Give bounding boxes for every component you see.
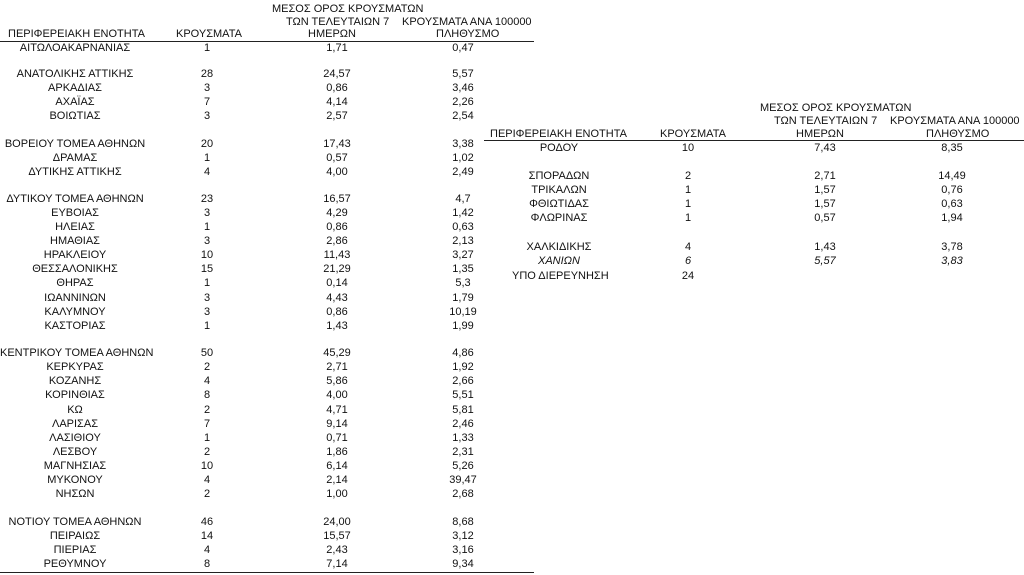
cell-region: ΗΡΑΚΛΕΙΟΥ	[43, 249, 107, 261]
header-region: ΠΕΡΙΦΕΡΕΙΑΚΗ ΕΝΟΤΗΤΑ	[490, 128, 627, 140]
cell-cases: 7	[203, 418, 211, 430]
cell-cases: 3	[203, 306, 211, 318]
header-per100k-line2: ΠΛΗΘΥΣΜΟ	[926, 128, 990, 140]
cell-cases: 20	[200, 138, 214, 150]
cell-region: ΛΑΣΙΘΙΟΥ	[49, 432, 101, 444]
cell-cases: 7	[203, 96, 211, 108]
table-row	[484, 255, 1024, 268]
cell-region: ΜΥΚΟΝΟΥ	[47, 474, 103, 486]
cell-cases: 4	[203, 375, 211, 387]
cell-region: ΑΝΑΤΟΛΙΚΗΣ ΑΤΤΙΚΗΣ	[16, 68, 134, 80]
table-row	[0, 221, 534, 234]
cell-per100k: 2,49	[452, 166, 474, 178]
cell-avg7: 24,57	[323, 68, 351, 80]
cell-region: ΜΑΓΝΗΣΙΑΣ	[43, 460, 107, 472]
cell-avg7: 7,14	[326, 558, 348, 570]
table-row	[484, 241, 1024, 254]
cell-region: ΑΧΑΪΑΣ	[55, 96, 95, 108]
table-row	[0, 249, 534, 262]
cell-per100k: 0,63	[452, 221, 474, 233]
cell-region: ΤΡΙΚΑΛΩΝ	[531, 184, 587, 196]
cell-per100k: 1,92	[452, 361, 474, 373]
cell-cases: 2	[203, 361, 211, 373]
cell-region: ΔΡΑΜΑΣ	[52, 152, 98, 164]
table-row	[0, 558, 534, 571]
cell-avg7: 24,00	[323, 516, 351, 528]
right-table-header	[484, 100, 1024, 141]
cell-avg7: 0,86	[326, 82, 348, 94]
table-row	[0, 306, 534, 319]
cell-per100k: 2,26	[452, 96, 474, 108]
cell-region: ΦΛΩΡΙΝΑΣ	[530, 212, 588, 224]
cell-avg7: 11,43	[323, 249, 351, 261]
cell-per100k: 2,66	[452, 375, 474, 387]
cell-avg7: 21,29	[323, 263, 351, 275]
cell-per100k: 9,34	[452, 558, 474, 570]
table-row	[0, 375, 534, 388]
cell-cases: 10	[681, 142, 695, 154]
cell-avg7: 0,71	[326, 432, 348, 444]
cell-per100k: 5,51	[452, 389, 474, 401]
cell-per100k: 5,3	[455, 277, 471, 289]
cell-avg7: 5,86	[326, 375, 348, 387]
header-avg7-line1: ΜΕΣΟΣ ΟΡΟΣ ΚΡΟΥΣΜΑΤΩΝ	[760, 102, 912, 114]
table-row	[0, 432, 534, 445]
header-avg7-line1: ΜΕΣΟΣ ΟΡΟΣ ΚΡΟΥΣΜΑΤΩΝ	[272, 3, 424, 15]
cell-region: ΣΠΟΡΑΔΩΝ	[528, 170, 590, 182]
cell-per100k: 5,57	[452, 68, 474, 80]
cell-region: ΚΟΡΙΝΘΙΑΣ	[45, 389, 105, 401]
cell-per100k: 4,7	[455, 193, 471, 205]
cell-per100k: 4,86	[452, 347, 474, 359]
cell-per100k: 8,35	[941, 142, 963, 154]
table-row	[0, 42, 534, 55]
cell-region: ΒΟΡΕΙΟΥ ΤΟΜΕΑ ΑΘΗΝΩΝ	[4, 138, 146, 150]
table-row	[0, 446, 534, 459]
table-row	[484, 170, 1024, 183]
cell-per100k: 5,26	[452, 460, 474, 472]
cell-cases: 4	[684, 241, 692, 253]
table-row	[0, 110, 534, 123]
cell-cases: 1	[203, 432, 211, 444]
header-per100k-line1: ΚΡΟΥΣΜΑΤΑ ΑΝΑ 100000	[890, 115, 1020, 127]
cell-region: ΝΗΣΩΝ	[55, 488, 95, 500]
header-cases: ΚΡΟΥΣΜΑΤΑ	[660, 128, 726, 140]
table-row	[0, 138, 534, 151]
cell-per100k: 3,12	[452, 530, 474, 542]
cell-avg7: 1,43	[814, 241, 836, 253]
cell-avg7: 2,57	[326, 110, 348, 122]
cell-per100k: 3,46	[452, 82, 474, 94]
table-row	[0, 68, 534, 81]
cell-cases: 14	[200, 530, 214, 542]
header-per100k-line1: ΚΡΟΥΣΜΑΤΑ ΑΝΑ 100000	[402, 16, 532, 28]
cell-per100k: 3,16	[452, 544, 474, 556]
cell-avg7: 1,00	[326, 488, 348, 500]
table-row	[0, 193, 534, 206]
cell-avg7: 4,14	[326, 96, 348, 108]
table-row	[0, 347, 534, 360]
cell-per100k: 14,49	[938, 170, 966, 182]
table-row	[0, 263, 534, 276]
cell-region: ΚΕΡΚΥΡΑΣ	[46, 361, 104, 373]
table-row	[0, 96, 534, 109]
cell-region: ΚΑΣΤΟΡΙΑΣ	[44, 320, 106, 332]
cell-cases: 6	[684, 255, 692, 267]
cell-region: ΠΕΙΡΑΙΩΣ	[49, 530, 101, 542]
cell-cases: 3	[203, 82, 211, 94]
cell-avg7: 6,14	[326, 460, 348, 472]
table-row	[484, 142, 1024, 155]
cell-per100k: 1,35	[452, 263, 474, 275]
cell-per100k: 2,31	[452, 446, 474, 458]
cell-per100k: 1,42	[452, 207, 474, 219]
cell-cases: 50	[200, 347, 214, 359]
cell-avg7: 15,57	[323, 530, 351, 542]
cell-region: ΚΟΖΑΝΗΣ	[48, 375, 102, 387]
header-avg7-line3: ΗΜΕΡΩΝ	[308, 28, 356, 40]
table-row	[0, 207, 534, 220]
cell-avg7: 17,43	[323, 138, 351, 150]
cell-per100k: 3,83	[941, 255, 963, 267]
cell-per100k: 0,47	[452, 42, 474, 54]
cell-per100k: 1,33	[452, 432, 474, 444]
cell-cases: 4	[203, 166, 211, 178]
cell-cases: 1	[203, 320, 211, 332]
header-avg7-line3: ΗΜΕΡΩΝ	[796, 128, 844, 140]
cell-cases: 3	[203, 207, 211, 219]
cell-cases: 46	[200, 516, 214, 528]
cell-avg7: 4,43	[326, 292, 348, 304]
cell-cases: 3	[203, 110, 211, 122]
cell-cases: 2	[203, 404, 211, 416]
cell-region: ΙΩΑΝΝΙΝΩΝ	[44, 292, 106, 304]
cell-cases: 3	[203, 292, 211, 304]
table-row	[0, 292, 534, 305]
cell-avg7: 2,43	[326, 544, 348, 556]
cell-cases: 23	[200, 193, 214, 205]
cell-avg7: 5,57	[814, 255, 836, 267]
cell-per100k: 10,19	[449, 306, 477, 318]
cell-cases: 2	[684, 170, 692, 182]
table-row	[0, 235, 534, 248]
cell-region: ΦΘΙΩΤΙΔΑΣ	[529, 198, 589, 210]
cell-cases: 1	[203, 152, 211, 164]
cell-avg7: 2,14	[326, 474, 348, 486]
cell-region: ΗΜΑΘΙΑΣ	[50, 235, 100, 247]
cell-per100k: 1,79	[452, 292, 474, 304]
cell-region: ΒΟΙΩΤΙΑΣ	[49, 110, 101, 122]
table-row	[0, 152, 534, 165]
cell-region: ΔΥΤΙΚΟΥ ΤΟΜΕΑ ΑΘΗΝΩΝ	[6, 193, 144, 205]
table-row	[0, 544, 534, 557]
cell-region: ΘΕΣΣΑΛΟΝΙΚΗΣ	[32, 263, 118, 275]
table-row	[484, 198, 1024, 211]
header-avg7-line2: ΤΩΝ ΤΕΛΕΥΤΑΙΩΝ 7	[774, 115, 878, 127]
cell-region: ΘΗΡΑΣ	[56, 277, 94, 289]
table-row	[0, 404, 534, 417]
cell-region: ΥΠΟ ΔΙΕΡΕΥΝΗΣΗ	[512, 270, 609, 282]
cell-cases: 8	[203, 389, 211, 401]
table-row	[484, 212, 1024, 225]
table-row	[0, 166, 534, 179]
table-row	[0, 361, 534, 374]
cell-per100k: 3,38	[452, 138, 474, 150]
cell-region: ΚΑΛΥΜΝΟΥ	[44, 306, 106, 318]
left-table-header	[0, 0, 534, 42]
left-table-bottom-rule	[0, 572, 534, 573]
cell-cases: 1	[684, 212, 692, 224]
header-per100k-line2: ΠΛΗΘΥΣΜΟ	[436, 28, 500, 40]
cell-avg7: 9,14	[326, 418, 348, 430]
cell-cases: 1	[203, 221, 211, 233]
cell-region: ΡΟΔΟΥ	[539, 142, 579, 154]
cell-region: ΠΙΕΡΙΑΣ	[53, 544, 97, 556]
cell-per100k: 1,94	[941, 212, 963, 224]
cell-cases: 8	[203, 558, 211, 570]
cell-region: ΔΥΤΙΚΗΣ ΑΤΤΙΚΗΣ	[28, 166, 122, 178]
cell-per100k: 1,02	[452, 152, 474, 164]
cell-avg7: 4,71	[326, 404, 348, 416]
cell-avg7: 45,29	[323, 347, 351, 359]
table-row	[0, 389, 534, 402]
cell-avg7: 4,29	[326, 207, 348, 219]
cell-region: ΧΑΛΚΙΔΙΚΗΣ	[526, 241, 592, 253]
cell-cases: 1	[203, 42, 211, 54]
cell-cases: 10	[200, 249, 214, 261]
cell-region: ΚΕΝΤΡΙΚΟΥ ΤΟΜΕΑ ΑΘΗΝΩΝ	[0, 347, 154, 359]
cell-cases: 4	[203, 474, 211, 486]
table-row	[0, 82, 534, 95]
table-row	[484, 184, 1024, 197]
cell-avg7: 4,00	[326, 389, 348, 401]
header-avg7-line2: ΤΩΝ ΤΕΛΕΥΤΑΙΩΝ 7	[286, 16, 390, 28]
cell-region: ΝΟΤΙΟΥ ΤΟΜΕΑ ΑΘΗΝΩΝ	[8, 516, 142, 528]
cell-avg7: 2,71	[326, 361, 348, 373]
cell-cases: 2	[203, 446, 211, 458]
cell-region: ΛΕΣΒΟΥ	[52, 446, 98, 458]
cell-avg7: 1,43	[326, 320, 348, 332]
table-row	[0, 277, 534, 290]
cell-cases: 28	[200, 68, 214, 80]
cell-cases: 24	[681, 270, 695, 282]
cell-avg7: 0,86	[326, 221, 348, 233]
cell-per100k: 2,68	[452, 488, 474, 500]
table-row	[0, 418, 534, 431]
cell-per100k: 2,13	[452, 235, 474, 247]
table-row	[0, 516, 534, 529]
cell-avg7: 0,57	[814, 212, 836, 224]
cell-avg7: 16,57	[323, 193, 351, 205]
cell-avg7: 0,14	[326, 277, 348, 289]
cell-avg7: 1,71	[326, 42, 348, 54]
cell-cases: 10	[200, 460, 214, 472]
cell-avg7: 1,86	[326, 446, 348, 458]
cell-avg7: 2,86	[326, 235, 348, 247]
cell-per100k: 0,63	[941, 198, 963, 210]
cell-per100k: 1,99	[452, 320, 474, 332]
cell-region: ΑΙΤΩΛΟΑΚΑΡΝΑΝΙΑΣ	[19, 42, 131, 54]
cell-region: ΧΑΝΙΩΝ	[538, 255, 580, 267]
cell-avg7: 4,00	[326, 166, 348, 178]
table-row	[0, 530, 534, 543]
cell-per100k: 5,81	[452, 404, 474, 416]
cell-region: ΑΡΚΑΔΙΑΣ	[48, 82, 102, 94]
cell-cases: 1	[203, 277, 211, 289]
cell-avg7: 1,57	[814, 198, 836, 210]
cell-region: ΚΩ	[67, 404, 83, 416]
table-row	[0, 488, 534, 501]
cell-cases: 3	[203, 235, 211, 247]
cell-cases: 4	[203, 544, 211, 556]
cell-region: ΕΥΒΟΙΑΣ	[51, 207, 99, 219]
cell-avg7: 2,71	[814, 170, 836, 182]
cell-per100k: 2,54	[452, 110, 474, 122]
header-region: ΠΕΡΙΦΕΡΕΙΑΚΗ ΕΝΟΤΗΤΑ	[8, 28, 145, 40]
cell-avg7: 1,57	[814, 184, 836, 196]
cell-cases: 1	[684, 198, 692, 210]
cell-per100k: 0,76	[941, 184, 963, 196]
cell-region: ΡΕΘΥΜΝΟΥ	[43, 558, 107, 570]
cell-per100k: 8,68	[452, 516, 474, 528]
cell-region: ΛΑΡΙΣΑΣ	[51, 418, 98, 430]
cell-avg7: 7,43	[814, 142, 836, 154]
table-row	[0, 320, 534, 333]
right-table	[484, 100, 1024, 300]
cell-cases: 15	[200, 263, 214, 275]
cell-per100k: 3,27	[452, 249, 474, 261]
header-cases: ΚΡΟΥΣΜΑΤΑ	[176, 28, 242, 40]
table-row	[0, 460, 534, 473]
cell-cases: 1	[684, 184, 692, 196]
cell-cases: 2	[203, 488, 211, 500]
cell-per100k: 2,46	[452, 418, 474, 430]
table-row	[0, 474, 534, 487]
cell-per100k: 39,47	[449, 474, 477, 486]
cell-per100k: 3,78	[941, 241, 963, 253]
cell-region: ΗΛΕΙΑΣ	[55, 221, 95, 233]
cell-avg7: 0,86	[326, 306, 348, 318]
table-row	[484, 270, 1024, 283]
cell-avg7: 0,57	[326, 152, 348, 164]
